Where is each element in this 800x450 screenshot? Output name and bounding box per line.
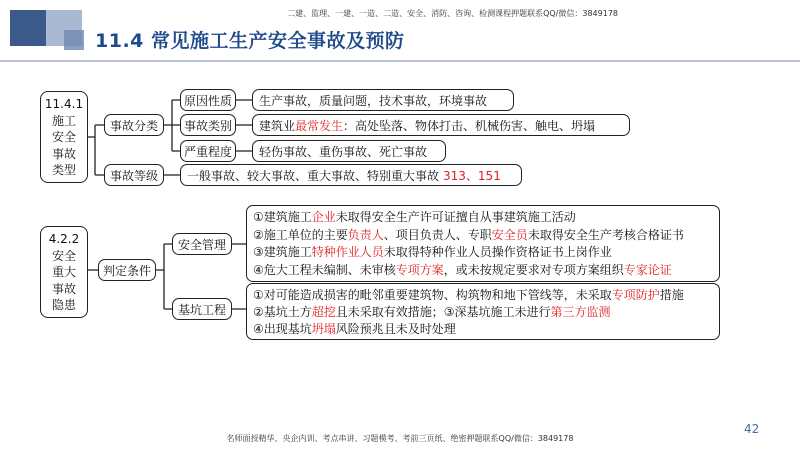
leaf-accident-level [180,164,522,186]
level-highlight: 313、151 [443,168,501,183]
pit-criterion-text: ②基坑土方 [253,305,312,319]
pit-criterion-item [253,304,713,321]
section1-root-line: 类型 [51,163,76,177]
section1-code: 11.4.1 [44,97,84,111]
safety-criterion-text: 、项目负责人、专职 [383,227,492,242]
pit-criterion-text: 措施 [659,288,684,302]
section2-code: 4.2.2 [48,232,80,246]
sub-foundation-pit: 基坑工程 [172,298,232,320]
page-title: 11.4 常见施工生产安全事故及预防 [95,30,405,52]
branch-accident-level: 事故等级 [104,164,164,186]
section2-root-line: 隐患 [51,298,76,312]
sub-safety-management: 安全管理 [172,233,232,255]
pit-criterion-text: 风险预兆且未及时处理 [335,322,456,336]
pit-criterion-highlight: 专项防护 [611,288,660,302]
section1-root-line: 事故 [51,146,76,161]
safety-criterion-text: ③建筑施工 [253,245,312,259]
pit-criterion-highlight: 第三方监测 [550,305,611,319]
pit-criterion-text: 且未采取有效措施；③深基坑施工未进行 [335,305,551,319]
category-highlight: 最常发生 [295,118,344,133]
pit-criterion-item [253,321,713,338]
pit-criterion-highlight: 超挖 [311,305,336,319]
safety-criterion-text: ，或未按规定要求对专项方案组织 [443,262,624,277]
safety-criterion-text: 未取得特种作业人员操作资格证书上岗作业 [383,245,612,259]
safety-criterion-highlight: 专家论证 [623,262,672,277]
safety-criterion-item [253,227,713,245]
leaf-severity: 轻伤事故、重伤事故、死亡事故 [252,140,446,162]
safety-criterion-highlight: 特种作业人员 [311,245,384,259]
safety-criterion-highlight: 企业 [311,210,336,224]
safety-criterion-text: 未取得安全生产许可证擅自从事建筑施工活动 [335,210,576,224]
section2-root-line: 事故 [51,281,76,296]
section1-root-line: 施工 [51,113,76,128]
sub-cause-nature: 原因性质 [180,89,236,111]
pit-criterion-item [253,287,713,304]
branch-accident-classification: 事故分类 [104,114,164,136]
section1-root-line: 安全 [51,130,76,144]
section1-root-box [40,91,88,183]
footer-contact-note: 名师面授精华、央企内训、考点串讲、习题模考、考前三页纸、绝密押题联系QQ/微信：3849178 [226,434,574,443]
category-prefix: 建筑业 [259,118,296,133]
leaf-accident-category [252,114,630,136]
safety-criterion-item [253,262,713,280]
pit-criterion-highlight: 坍塌 [311,322,336,336]
category-rest: ：高处坠落、物体打击、机械伤害、触电、坍塌 [343,118,596,133]
safety-criterion-text: 未取得安全生产考核合格证书 [527,227,684,242]
safety-criterion-highlight: 专项方案 [395,262,444,277]
section2-root-line: 重大 [51,265,76,279]
section2-root-box [40,226,88,318]
safety-criterion-text: ①建筑施工 [253,210,312,224]
pit-criterion-text: ①对可能造成损害的毗邻重要建筑物、构筑物和地下管线等，未采取 [253,288,612,302]
level-text: 一般事故、较大事故、重大事故、特别重大事故 [187,168,440,183]
leaf-cause-nature: 生产事故，质量问题，技术事故，环境事故 [252,89,514,111]
safety-criterion-item [253,209,713,227]
section2-root-line: 安全 [51,248,76,263]
safety-criterion-item [253,244,713,262]
sub-accident-category: 事故类别 [180,114,236,136]
branch-criteria: 判定条件 [98,259,156,281]
safety-criterion-highlight: 负责人 [347,227,384,242]
top-contact-note: 二建、监理、一建、一造、二造、安全、消防、咨询、检测课程押题联系QQ/微信：3849178 [287,9,618,18]
safety-criterion-text: ②施工单位的主要 [253,227,348,242]
page-number: 42 [744,422,760,436]
safety-criterion-text: ④危大工程未编制、未审核 [253,262,396,277]
safety-criterion-highlight: 安全员 [491,227,528,242]
sub-severity: 严重程度 [180,140,236,162]
safety-criteria-list [246,205,720,282]
pit-criterion-text: ④出现基坑 [253,322,312,336]
pit-criteria-list [246,283,720,340]
